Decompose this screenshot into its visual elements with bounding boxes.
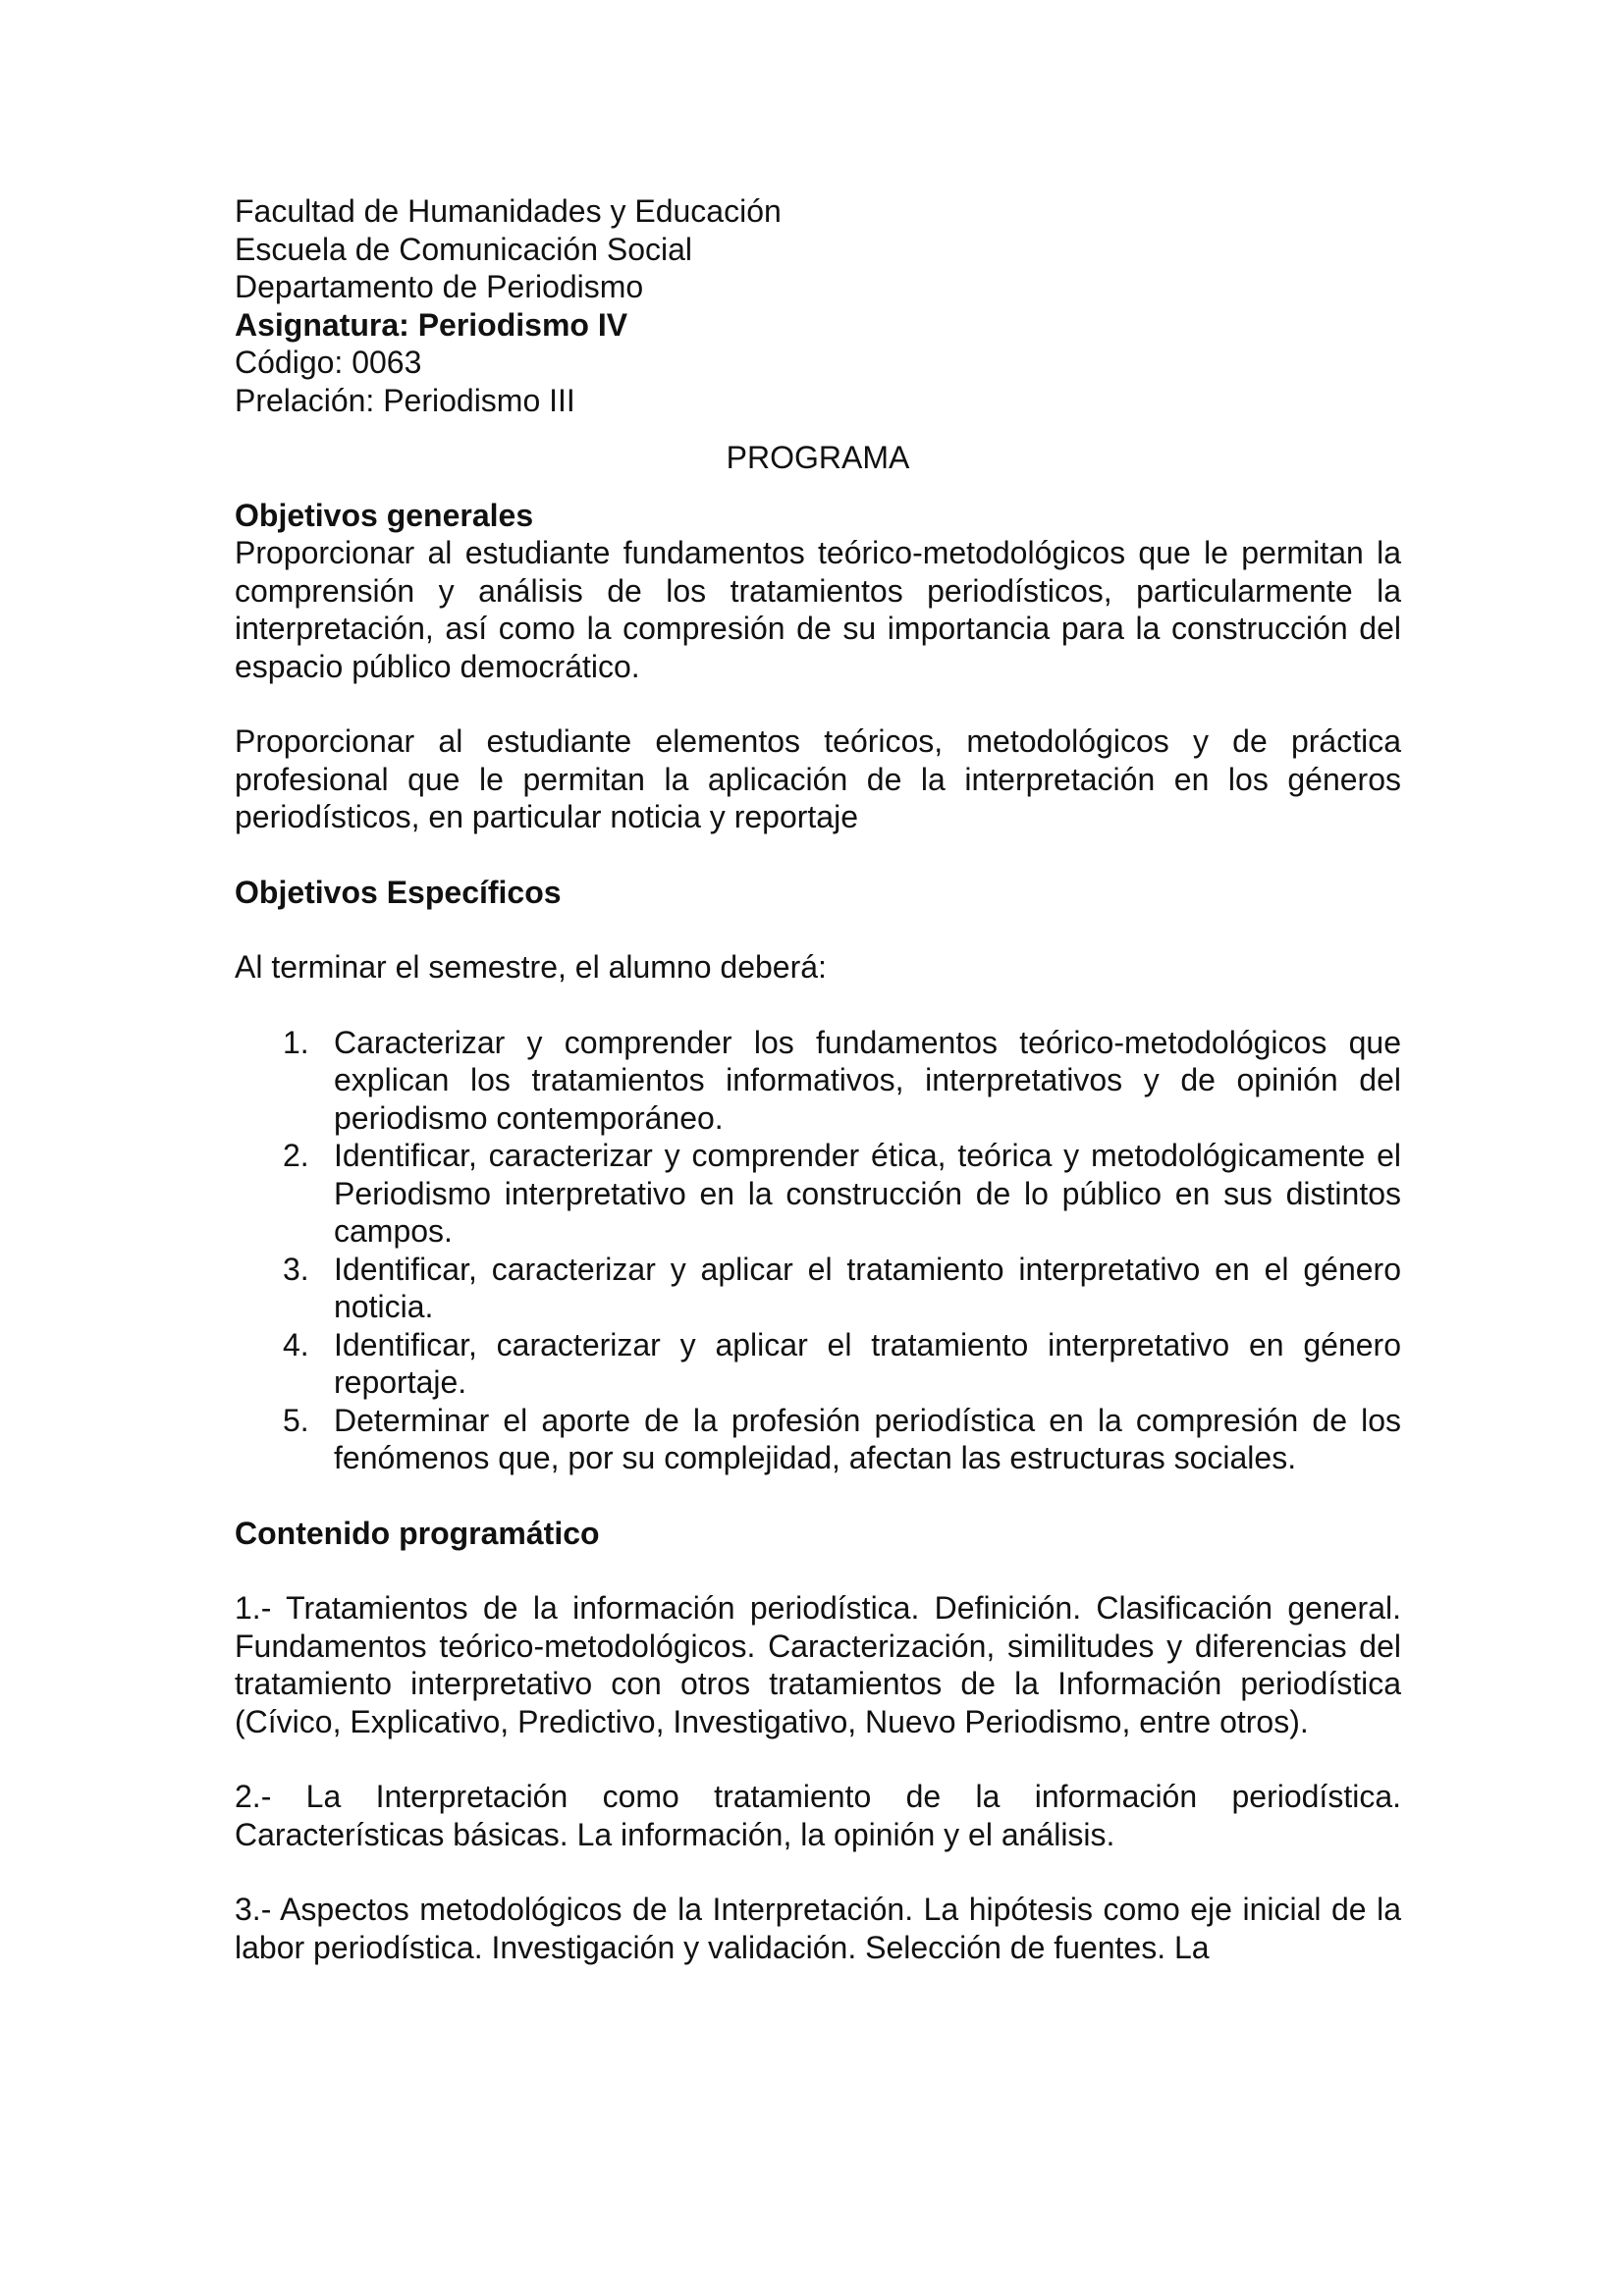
general-objective-paragraph-1: Proporcionar al estudiante fundamentos teórico-metodológicos que le permitan la comprensión y análisis de los tratamientos periodísticos, particularmente la interpretación, así como la compresión de su importancia para la construcción del espacio público democrático. — [235, 535, 1401, 684]
content-item-2: 2.- La Interpretación como tratamiento de la información periodística. Características básicas. La información, la opinión y el análisis. — [235, 1779, 1401, 1852]
school-line: Escuela de Comunicación Social — [235, 231, 693, 267]
list-item-text: Caracterizar y comprender los fundamentos teórico-metodológicos que explican los tratamientos informativos, interpretativos y de opinión del periodismo contemporáneo. — [334, 1024, 1401, 1136]
content-item-1: 1.- Tratamientos de la información periodística. Definición. Clasificación general. Fundamentos teórico-metodológicos. Caracterización, similitudes y diferencias del tratamiento interpretativo con otros tratamientos de la Información periodística (Cívico, Explicativo, Predictivo, Investigativo, Nuevo Periodismo, entre otros). — [235, 1590, 1401, 1739]
specific-objectives-intro: Al terminar el semestre, el alumno deberá: — [235, 949, 827, 985]
list-item-text: Determinar el aporte de la profesión periodística en la compresión de los fenómenos que, por su complejidad, afectan las estructuras sociales. — [334, 1402, 1401, 1475]
general-objectives-heading: Objetivos generales — [235, 497, 534, 533]
list-item — [235, 1137, 1401, 1251]
specific-objectives-heading: Objetivos Específicos — [235, 874, 562, 910]
code-line: Código: 0063 — [235, 345, 422, 380]
general-objective-paragraph-2: Proporcionar al estudiante elementos teóricos, metodológicos y de práctica profesional que le permitan la aplicación de la interpretación en los géneros periodísticos, en particular noticia y reportaje — [235, 723, 1401, 834]
list-item-number: 3. — [283, 1251, 309, 1287]
list-item-number: 5. — [283, 1402, 309, 1438]
page-title: PROGRAMA — [726, 440, 910, 475]
list-item-number: 1. — [283, 1024, 309, 1060]
list-item — [235, 1326, 1401, 1402]
list-item-text: Identificar, caracterizar y aplicar el tratamiento interpretativo en el género noticia. — [334, 1251, 1401, 1324]
document-page — [235, 192, 1401, 1966]
department-line: Departamento de Periodismo — [235, 269, 644, 304]
list-item-text: Identificar, caracterizar y aplicar el tratamiento interpretativo en género reportaje. — [334, 1326, 1401, 1400]
faculty-line: Facultad de Humanidades y Educación — [235, 193, 782, 229]
content-item-3: 3.- Aspectos metodológicos de la Interpretación. La hipótesis como eje inicial de la labor periodística. Investigación y validación. Selección de fuentes. La — [235, 1892, 1401, 1965]
prerequisite-line: Prelación: Periodismo III — [235, 382, 575, 418]
list-item — [235, 1024, 1401, 1138]
list-item — [235, 1402, 1401, 1477]
list-item-number: 2. — [283, 1138, 309, 1173]
list-item — [235, 1251, 1401, 1326]
specific-objectives-list — [235, 1024, 1401, 1477]
list-item-number: 4. — [283, 1326, 309, 1362]
header-block — [235, 192, 1401, 419]
content-heading: Contenido programático — [235, 1515, 600, 1551]
list-item-text: Identificar, caracterizar y comprender ética, teórica y metodológicamente el Periodismo interpretativo en la construcción de lo público en sus distintos campos. — [334, 1138, 1401, 1249]
subject-line: Asignatura: Periodismo IV — [235, 306, 628, 343]
